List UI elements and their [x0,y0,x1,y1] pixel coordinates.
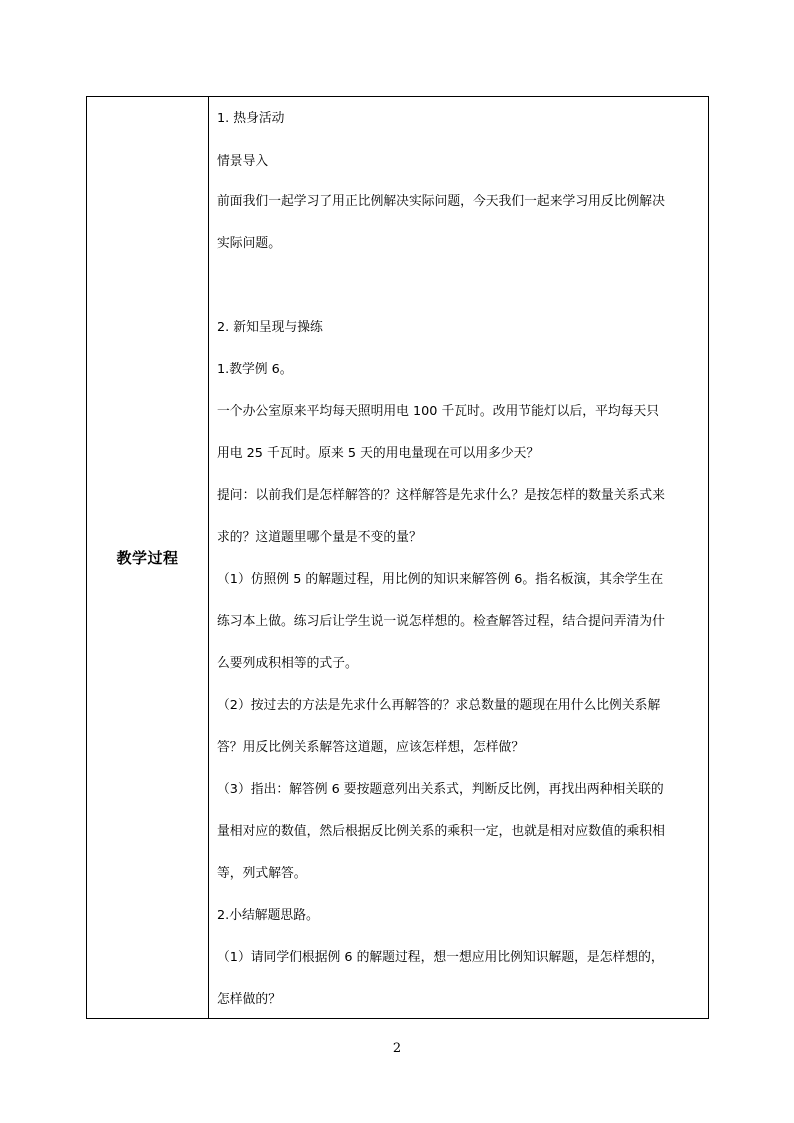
content-line: （2）按过去的方法是先求什么再解答的？求总数量的题现在用什么比例关系解 [217,698,661,713]
content-line: （3）指出：解答例 6 要按题意列出关系式，判断反比例，再找出两种相关联的 [217,782,664,797]
row-label: 教学过程 [116,549,179,567]
content-line: （1）请同学们根据例 6 的解题过程，想一想应用比例知识解题，是怎样想的， [217,950,664,965]
content-line: 2. 新知呈现与操练 [217,320,323,335]
content-line: （1）仿照例 5 的解题过程，用比例的知识来解答例 6。指名板演，其余学生在 [217,572,664,587]
content-line: 提问：以前我们是怎样解答的？这样解答是先求什么？是按怎样的数量关系式来 [217,488,665,503]
content-line: 1.教学例 6。 [217,362,293,377]
content-line: 2.小结解题思路。 [217,908,319,923]
row-content-cell [209,97,709,1019]
row-label-cell [87,97,209,1019]
content-line: 用电 25 千瓦时。原来 5 天的用电量现在可以用多少天？ [217,446,540,461]
content-line: 练习本上做。练习后让学生说一说怎样想的。检查解答过程，结合提问弄清为什 [217,614,665,629]
content-line: 怎样做的？ [217,992,281,1007]
content-line: 一个办公室原来平均每天照明用电 100 千瓦时。改用节能灯以后，平均每天只 [217,404,660,419]
content-line: 么要列成积相等的式子。 [217,656,358,671]
row-content [209,97,708,1018]
content-line: 情景导入 [217,154,269,169]
content-line: 等，列式解答。 [217,866,307,881]
content-line: 前面我们一起学习了用正比例解决实际问题，今天我们一起来学习用反比例解决 [217,194,665,209]
content-line: 1. 热身活动 [217,111,285,126]
lesson-table [86,96,709,1019]
content-line: 答？用反比例关系解答这道题，应该怎样想，怎样做？ [217,740,525,755]
content-line: 实际问题。 [217,236,281,251]
content-line: 求的？这道题里哪个量是不变的量？ [217,530,422,545]
content-line: 量相对应的数值，然后根据反比例关系的乘积一定，也就是相对应数值的乘积相 [217,824,665,839]
page-number: 2 [392,1041,402,1056]
